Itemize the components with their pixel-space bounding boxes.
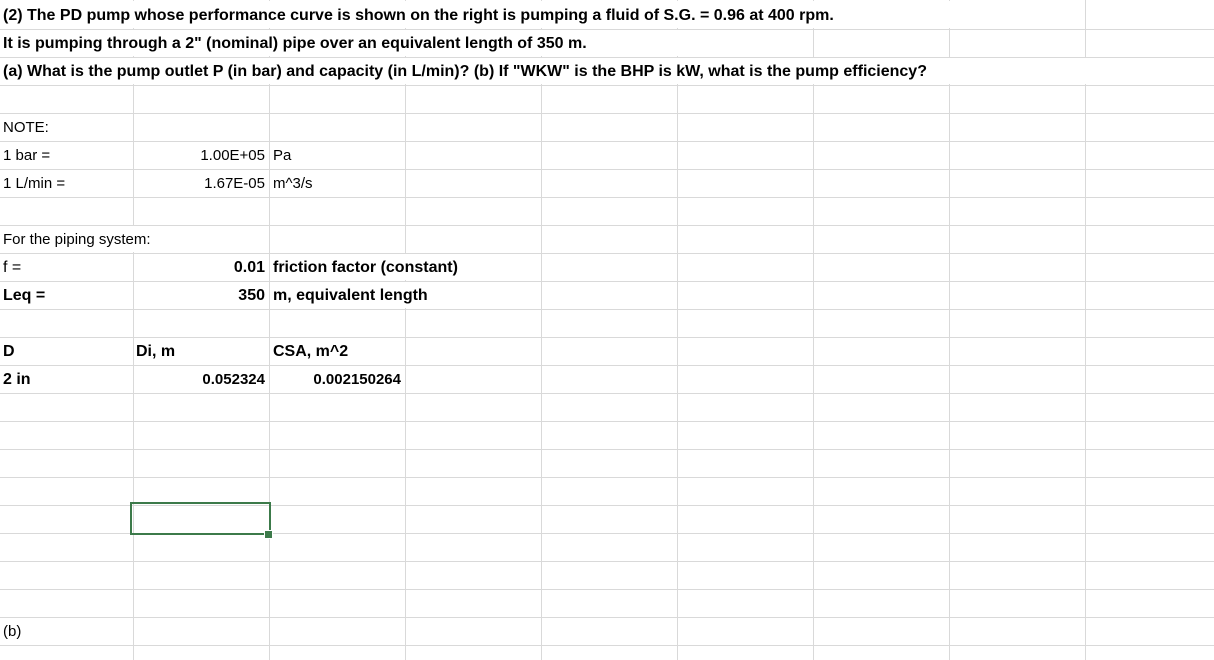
gridline — [0, 477, 1214, 478]
gridline — [0, 421, 1214, 422]
note-unit-lmin[interactable]: m^3/s — [273, 175, 313, 192]
friction-value[interactable]: 0.01 — [233, 259, 265, 276]
note-heading[interactable]: NOTE: — [3, 119, 49, 136]
pipe-header-d[interactable]: D — [3, 343, 15, 360]
gridline — [0, 197, 1214, 198]
pipe-header-csa[interactable]: CSA, m^2 — [273, 343, 349, 360]
gridline — [813, 0, 814, 660]
pipe-header-di[interactable]: Di, m — [136, 343, 176, 360]
friction-desc[interactable]: friction factor (constant) — [273, 259, 458, 276]
problem-line-3[interactable]: (a) What is the pump outlet P (in bar) and capacity (in L/min)? (b) If "WKW" is the BHP is kW, what is the pump efficiency? — [3, 63, 927, 80]
gridline — [0, 85, 1214, 86]
note-label-lmin[interactable]: 1 L/min = — [3, 175, 66, 192]
note-value-bar[interactable]: 1.00E+05 — [200, 147, 265, 164]
pipe-size[interactable]: 2 in — [3, 371, 31, 388]
part-b-label[interactable]: (b) — [3, 623, 22, 640]
gridline — [0, 309, 1214, 310]
note-unit-bar[interactable]: Pa — [273, 147, 292, 164]
piping-heading[interactable]: For the piping system: — [3, 231, 151, 248]
gridline — [0, 561, 1214, 562]
gridline — [133, 0, 134, 660]
gridline — [0, 617, 1214, 618]
problem-line-1[interactable]: (2) The PD pump whose performance curve is shown on the right is pumping a fluid of S.G. = 0.96 at 400 rpm. — [3, 7, 834, 24]
gridline — [541, 0, 542, 660]
gridline — [0, 589, 1214, 590]
friction-label[interactable]: f = — [3, 259, 22, 276]
gridline — [405, 0, 406, 660]
fill-handle[interactable] — [264, 530, 273, 539]
gridline — [1085, 0, 1086, 660]
gridline — [0, 645, 1214, 646]
gridline — [0, 337, 1214, 338]
pipe-di-value[interactable]: 0.052324 — [202, 371, 265, 388]
gridline — [0, 449, 1214, 450]
gridline — [677, 0, 678, 660]
gridline — [0, 281, 1214, 282]
selected-cell[interactable] — [130, 502, 271, 535]
gridline — [0, 253, 1214, 254]
gridline — [0, 113, 1214, 114]
gridline — [269, 0, 270, 660]
leq-value[interactable]: 350 — [238, 287, 265, 304]
gridline — [0, 393, 1214, 394]
gridline — [0, 169, 1214, 170]
leq-desc[interactable]: m, equivalent length — [273, 287, 428, 304]
pipe-csa-value[interactable]: 0.002150264 — [313, 371, 401, 388]
note-value-lmin[interactable]: 1.67E-05 — [204, 175, 265, 192]
note-label-bar[interactable]: 1 bar = — [3, 147, 51, 164]
problem-line-2[interactable]: It is pumping through a 2" (nominal) pipe over an equivalent length of 350 m. — [3, 35, 587, 52]
gridline — [0, 365, 1214, 366]
gridline — [0, 141, 1214, 142]
leq-label[interactable]: Leq = — [3, 287, 46, 304]
gridline — [949, 0, 950, 660]
